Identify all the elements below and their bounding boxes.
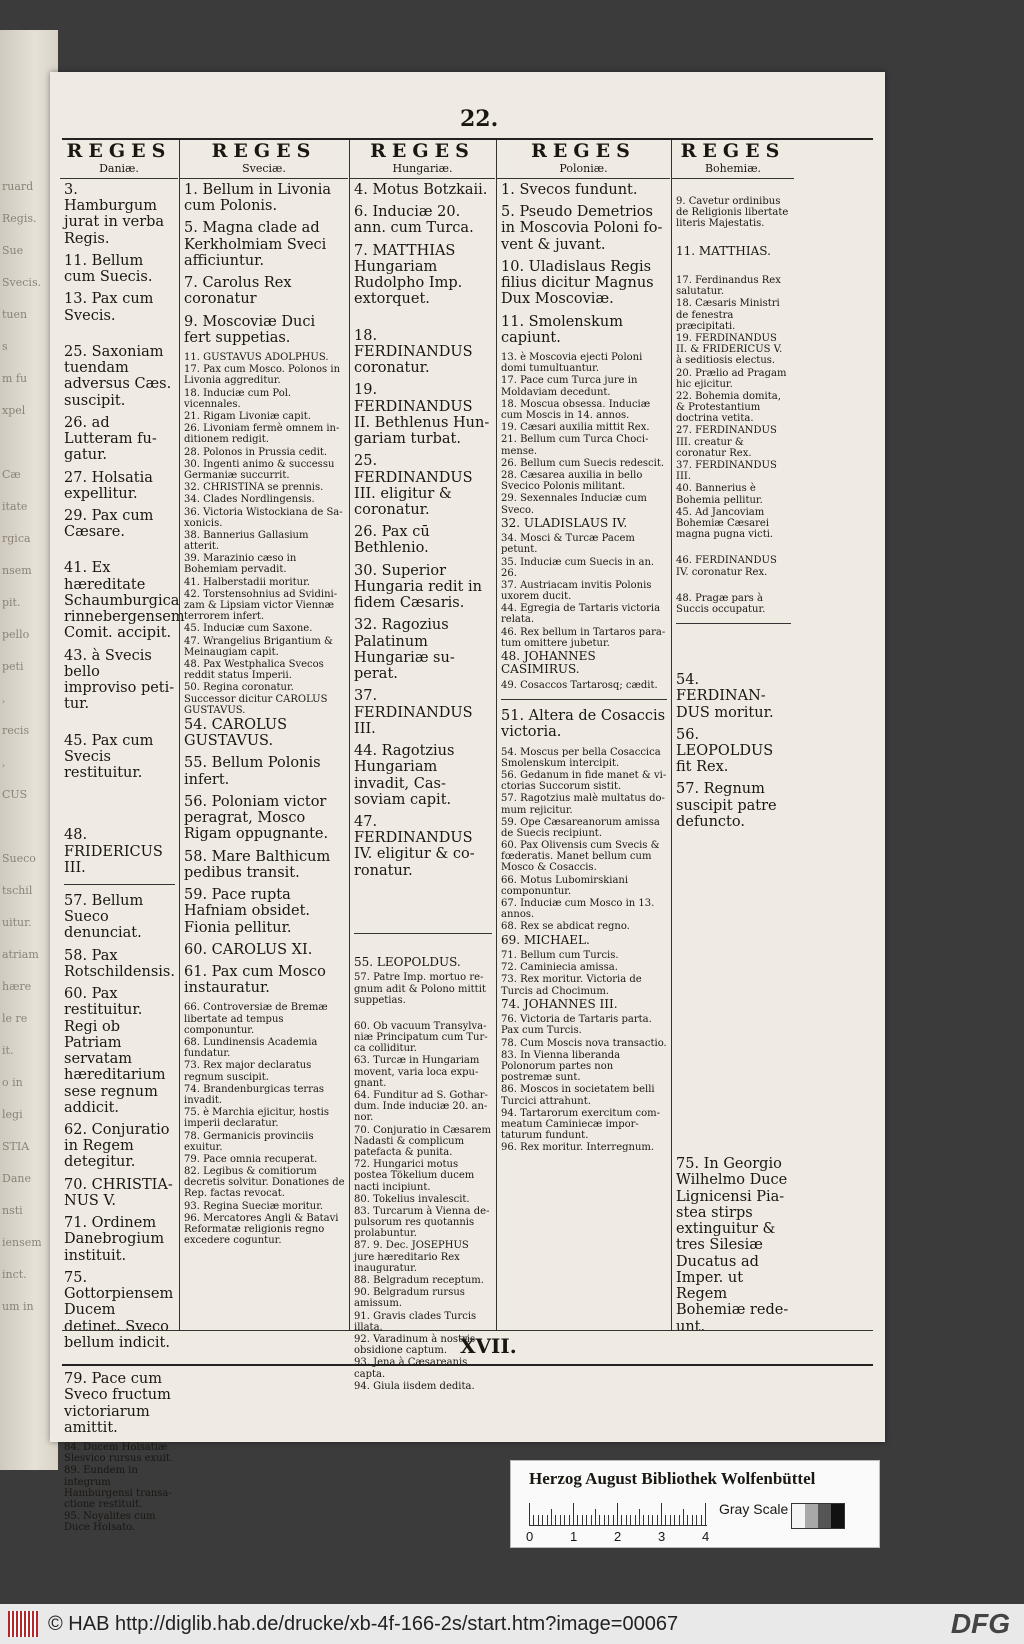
chronicle-entry: 44. Ragotzius Hungariam invadit, Cassoviam capit.	[354, 743, 455, 808]
chronicle-entry: 89. Eundem in integrum Hamburgensi transactione restituit.	[64, 1465, 172, 1510]
chronicle-entry: 13. Pax cum Svecis.	[64, 291, 154, 324]
chronicle-entry: 47. Wrangelius Brigantium & Meinaugiam capit.	[184, 635, 333, 658]
chronicle-entry: 11. Bellum cum Suecis.	[64, 252, 153, 286]
chronicle-entry: 19. Cæsari auxilia mittit Rex.	[501, 422, 650, 434]
scale-tick	[582, 1515, 583, 1525]
chronicle-entry: 1. Bellum in Livonia cum Polonis.	[184, 182, 332, 215]
chronicle-entry: 93. Jena à Cæsareanis capta.	[354, 1357, 468, 1380]
barcode-icon	[8, 1611, 38, 1637]
chronicle-entry: 70. Conjuratio in Cæsarem Nadasti & complicum patefacta & punita.	[354, 1124, 492, 1158]
left-page-fragment: xpel	[2, 404, 26, 417]
chronicle-entry: 66. Motus Lubomirskiani componuntur.	[501, 874, 629, 897]
scale-tick	[665, 1515, 666, 1525]
scale-tick	[613, 1515, 614, 1525]
scale-tick	[595, 1509, 596, 1525]
chronicle-entry: 54. FERDINANDUS moritur.	[676, 672, 774, 721]
column-subtitle: Daniæ.	[99, 162, 139, 175]
left-page-fragment: nsti	[2, 1204, 23, 1217]
left-page-fragment: inct.	[2, 1268, 27, 1281]
scale-number: 1	[570, 1529, 578, 1544]
spacer	[676, 182, 791, 196]
chronicle-entry: 93. Regina Sueciæ moritur.	[184, 1200, 324, 1212]
gray-scale-label: Gray Scale	[719, 1501, 789, 1517]
entry-list	[672, 179, 794, 1335]
column-header	[180, 140, 348, 179]
chronicle-entry: 83. In Vienna liberanda Polonorum partes non postremæ sunt.	[501, 1049, 621, 1084]
chronicle-entry: 57. Ragotzius malè multatus domum rejicitur.	[501, 793, 665, 816]
chronicle-entry: 48. Pragæ pars à Succis occupatur.	[676, 592, 766, 615]
chronicle-entry: 76. Victoria de Tartaris parta. Pax cum Turcis.	[501, 1014, 652, 1037]
left-page-fragment: o in	[2, 1076, 23, 1089]
chronicle-entry: 11. Smolenskum capiunt.	[501, 313, 623, 346]
chronicle-entry: 4. Motus Botzkaii.	[354, 182, 488, 198]
spacer	[676, 836, 791, 996]
library-title: Herzog August Bibliothek Wolfenbüttel	[529, 1469, 816, 1488]
chronicle-entry: 58. Pax Rotschildensis.	[64, 947, 175, 980]
scale-tick	[626, 1515, 627, 1525]
scale-tick	[701, 1515, 702, 1525]
left-page-fragment: m fu	[2, 372, 28, 385]
column-0	[60, 140, 185, 1534]
chronicle-entry: 54. Moscus per bella Cosaccica Smolenskum intercipit.	[501, 746, 661, 769]
chronicle-entry: 17. Ferdinandus Rex salutatur.	[676, 275, 781, 298]
chronicle-entry: 45. Induciæ cum Saxone.	[184, 623, 313, 635]
chronicle-entry: 37. FERDINANDUS III.	[354, 688, 473, 737]
scale-tick	[621, 1515, 622, 1525]
chronicle-entry: 36. Victoria Wistockiana de Saxonicis.	[184, 506, 343, 529]
measure-scale	[526, 1501, 710, 1544]
column-separator	[671, 140, 672, 1330]
column-subtitle: Hungariæ.	[392, 162, 453, 175]
column-3	[497, 140, 670, 1330]
entry-list	[180, 179, 348, 1246]
chronicle-entry: 64. Funditur ad S. Gothardum. Inde induciæ 20. annor.	[354, 1090, 488, 1124]
chronicle-entry: 67. Induciæ cum Mosco in 13. annos.	[501, 898, 655, 921]
chronicle-entry: 57. Regnum suscipit patre defuncto.	[676, 781, 777, 830]
chronicle-entry: 41. Halberstadii moritur.	[184, 576, 310, 588]
chronicle-entry: 71. Bellum cum Turcis.	[501, 950, 619, 962]
chronicle-entry: 50. Regina coronatur. Successor dicitur CAROLUS GUSTAVUS.	[184, 682, 328, 716]
chronicle-entry: 20. Prælio ad Pragam hic ejicitur.	[676, 367, 787, 390]
chronicle-entry: 60. CAROLUS XI.	[184, 941, 313, 958]
chronicle-entry: 27. Holsatia expellitur.	[64, 469, 153, 502]
gray-scale-swatch	[791, 1503, 845, 1529]
chronicle-entry: 10. Uladislaus Regis filius dicitur Magnus Dux Moscoviæ.	[501, 258, 654, 308]
chronicle-entry: 73. Rex major declaratus regnum suscipit.	[184, 1060, 312, 1083]
spacer	[676, 231, 791, 245]
chronicle-entry: 26. ad Lutteram fugatur.	[64, 414, 157, 464]
column-title: REGES	[531, 140, 636, 162]
chronicle-entry: 88. Belgradum receptum.	[354, 1275, 484, 1287]
chronicle-entry: 21. Bellum cum Turca Chocimense.	[501, 434, 649, 457]
chronicle-entry: 25. FERDINANDUS III. eligitur & coronatur.	[354, 453, 473, 518]
column-subtitle: Poloniæ.	[559, 162, 608, 175]
chronicle-entry: 32. Ragozius Palatinum Hungariæ superat.	[354, 617, 455, 683]
chronicle-entry: 46. Rex bellum in Tartaros paratum omittere jubetur.	[501, 626, 666, 649]
left-page-fragment: legi	[2, 1108, 23, 1121]
left-page-fragment: it.	[2, 1044, 14, 1057]
scale-number: 0	[526, 1529, 534, 1544]
scale-tick	[639, 1509, 640, 1525]
chronicle-entry: 73. Rex moritur. Victoria de Turcis ad Chocimum.	[501, 974, 642, 997]
left-page-fragment: recis	[2, 724, 30, 737]
scale-tick	[599, 1515, 600, 1525]
scale-number: 2	[614, 1529, 622, 1544]
chronicle-entry: 30. Ingenti animo & successu Germaniæ succurrit.	[184, 458, 335, 481]
section-divider	[354, 933, 492, 934]
chronicle-entry: 49. Cosaccos Tartarosq; cædit.	[501, 679, 658, 691]
chronicle-entry: 42. Torstensohnius ad Svidinizam & Lipsiam victor Viennæ terrorem infert.	[184, 588, 338, 623]
chronicle-entry: 19. FERDINANDUS II. Bethlenus Hungariam turbat.	[354, 382, 490, 448]
scale-tick	[657, 1515, 658, 1525]
chronicle-entry: 72. Caminiecia amissa.	[501, 962, 618, 974]
chronicle-entry: 70. CHRISTIANUS V.	[64, 1176, 173, 1209]
chronicle-entry: 32. CHRISTINA se prennis.	[184, 482, 324, 494]
chronicle-entry: 35. Induciæ cum Suecis in an. 26.	[501, 556, 655, 579]
scale-tick	[533, 1515, 534, 1525]
scale-tick	[555, 1515, 556, 1525]
left-page-fragment: s	[2, 340, 8, 353]
chronicle-entry: 37. Austriacam invitis Polonis uxorem ducit.	[501, 579, 652, 603]
scale-tick	[608, 1515, 609, 1525]
spacer	[64, 787, 175, 827]
column-header	[60, 140, 178, 179]
left-page-fragment: le re	[2, 1012, 28, 1025]
left-page-fragment: uitur.	[2, 916, 32, 929]
chronicle-entry: 44. Egregia de Tartaris victoria relata.	[501, 603, 661, 626]
chronicle-entry: 87. 9. Dec. JOSEPHUS jure hæreditario Rex inauguratur.	[354, 1240, 469, 1274]
left-page-fragment: ,	[2, 756, 6, 769]
spacer	[64, 330, 175, 344]
chronicle-entry: 92. Varadinum à nostris obsidione captum.	[354, 1333, 476, 1357]
chronicle-entry: 68. Lundinensis Academia fundatur.	[184, 1037, 318, 1060]
chronicle-entry: 59. Pace rupta Hafniam obsidet. Fionia pellitur.	[184, 887, 311, 936]
chronicle-entry: 57. Patre Imp. mortuo regnum adit & Polono mittit suppetias.	[354, 972, 486, 1006]
chronicle-entry: 60. Pax restituitur. Regi ob Patriam servatam hæreditarium sese regnum addicit.	[64, 986, 166, 1116]
chronicle-entry: 82. Legibus & comitiorum decretis solvitur. Donationes de Rep. factas revocat.	[184, 1166, 345, 1200]
chronicle-entry: 28. Cæsarea auxilia in bello Svecico Polonis militant.	[501, 469, 643, 493]
scale-tick	[630, 1515, 631, 1525]
column-header	[350, 140, 495, 179]
dfg-logo: DFG	[950, 1608, 1010, 1639]
column-subtitle: Sveciæ.	[242, 162, 286, 175]
chronicle-entry: 26. Livoniam fermè omnem inditionem redigit.	[184, 423, 340, 446]
left-page-fragment: um in	[2, 1300, 34, 1313]
chronicle-entry: 43. à Svecis bello improviso petitur.	[64, 647, 175, 713]
entry-list	[497, 179, 670, 1153]
chronicle-entry: 3. Hamburgum jurat in verba Regis.	[64, 182, 165, 247]
bottom-rule	[62, 1364, 873, 1366]
section-divider	[64, 884, 175, 885]
left-page-fragment: Sue	[2, 244, 24, 257]
chronicle-entry: 18. FERDINANDUS coronatur.	[354, 327, 473, 377]
chronicle-entry: 72. Hungarici motus postea Tökelium ducem nacti incipiunt.	[354, 1159, 475, 1193]
scale-tick	[692, 1515, 693, 1525]
left-page-fragment: pit.	[2, 596, 21, 609]
chronicle-entry: 94. Tartarorum exercitum commeatum Caminiecæ importaturum fundunt.	[501, 1107, 661, 1142]
scale-tick	[648, 1515, 649, 1525]
scale-tick	[538, 1515, 539, 1525]
chronicle-entry: 17. Pace cum Turca jure in Moldaviam decedunt.	[501, 375, 638, 398]
left-page-fragment: Sueco	[2, 852, 36, 865]
spacer	[354, 885, 492, 925]
chronicle-entry: 38. Bannerius Gallasium atterit.	[184, 529, 309, 553]
spacer	[64, 546, 175, 560]
chronicle-entry: 94. Giula iisdem dedita.	[354, 1380, 475, 1392]
chronicle-entry: 22. Bohemia domita, & Protestantium doctrina vetita.	[676, 390, 781, 425]
chronicle-entry: 60. Ob vacuum Transylvaniæ Principatum cum Turca colliditur.	[354, 1020, 488, 1055]
chronicle-entry: 75. In Georgio Wilhelmo Duce Lignicensi Piastea stirps extinguitur & tres Silesiæ Ducatus ad Imper. ut Regem Bohemiæ redeunt.	[676, 1156, 789, 1335]
column-separator	[349, 140, 350, 1330]
scale-tick	[617, 1503, 618, 1525]
chronicle-entry: 56. Gedanum in fide manet & victorias Succorum sistit.	[501, 769, 667, 793]
chronicle-entry: 30. Superior Hungaria redit in fidem Cæsaris.	[354, 562, 482, 612]
column-title: REGES	[370, 140, 475, 162]
left-page-fragment: Regis.	[2, 212, 37, 225]
scale-tick	[683, 1509, 684, 1525]
spacer	[676, 632, 791, 672]
chronicle-entry: 75. Gottorpiensem Ducem detinet. Sveco bellum indicit.	[64, 1269, 174, 1351]
chronicle-entry: 51. Altera de Cosaccis victoria.	[501, 708, 666, 741]
chronicle-entry: 96. Mercatores Angli & Batavi Reformatæ religionis regno excedere coguntur.	[184, 1212, 339, 1247]
scale-tick	[687, 1515, 688, 1525]
chronicle-entry: 7. MATTHIAS Hungariam Rudolpho Imp. extorquet.	[354, 242, 463, 308]
chronicle-entry: 56. LEOPOLDUS fit Rex.	[676, 726, 774, 776]
column-separator	[496, 140, 497, 1330]
chronicle-entry: 5. Magna clade ad Kerkholmiam Sveci afficiuntur.	[184, 220, 327, 269]
chronicle-entry: 26. Pax cū Bethlenio.	[354, 524, 430, 557]
left-page-fragment: Dane	[2, 1172, 31, 1185]
chronicle-entry: 69. MICHAEL.	[501, 932, 590, 947]
left-page-fragment: ,	[2, 692, 6, 705]
chronicle-entry: 48. FRIDERICUS III.	[64, 827, 163, 876]
column-title: REGES	[211, 140, 317, 162]
scale-tick	[679, 1515, 680, 1525]
scale-tick	[569, 1515, 570, 1525]
footer-rule	[62, 1330, 873, 1331]
scale-number: 4	[702, 1529, 710, 1544]
chronicle-entry: 11. MATTHIAS.	[676, 243, 771, 258]
chronicle-entry: 18. Cæsaris Ministri de fenestra præcipitati.	[676, 298, 780, 332]
chronicle-entry: 62. Conjuratio in Regem detegitur.	[64, 1122, 170, 1171]
page-number: 22.	[460, 106, 499, 132]
chronicle-entry: 45. Pax cum Svecis restituitur.	[64, 732, 154, 782]
chronicle-entry: 41. Ex hæreditate Schaumburgica rinnebergensem Comit. accipit.	[64, 560, 185, 642]
chronicle-entry: 11. GUSTAVUS ADOLPHUS.	[184, 352, 329, 364]
chronicle-entry: 71. Ordinem Danebrogium instituit.	[64, 1215, 165, 1264]
chronicle-entry: 68. Rex se abdicat regno.	[501, 921, 630, 933]
left-page-fragment: STIA	[2, 1140, 30, 1153]
left-page-fragment: rgica	[2, 532, 31, 545]
left-page-fragment: hære	[2, 980, 32, 993]
chronicle-entry: 75. è Marchia ejicitur, hostis imperii declaratur.	[184, 1107, 329, 1130]
left-page-fragment: iensem	[2, 1236, 42, 1249]
spacer	[64, 719, 175, 733]
entry-list	[350, 179, 495, 1392]
left-page-fragment: peti	[2, 660, 24, 673]
chronicle-entry: 54. CAROLUS GUSTAVUS.	[184, 716, 288, 750]
column-title: REGES	[680, 140, 786, 162]
chronicle-entry: 58. Mare Balthicum pedibus transit.	[184, 848, 331, 881]
chronicle-entry: 84. Ducem Holsatiæ Slesvico rursus exuit.	[64, 1442, 174, 1465]
chronicle-entry: 6. Induciæ 20. ann. cum Turca.	[354, 204, 474, 237]
chronicle-entry: 63. Turcæ in Hungariam movent, varia loca expugnant.	[354, 1055, 480, 1089]
scale-number: 3	[658, 1529, 666, 1544]
scale-tick	[604, 1515, 605, 1525]
scale-tick	[564, 1515, 565, 1525]
spacer	[354, 1007, 492, 1021]
scale-tick	[705, 1503, 706, 1525]
left-page-fragment: CUS	[2, 788, 28, 801]
scale-tick	[670, 1515, 671, 1525]
column-subtitle: Bohemiæ.	[704, 162, 762, 175]
chronicle-entry: 26. Bellum cum Suecis redescit.	[501, 457, 665, 469]
footer-bar	[0, 1604, 1024, 1644]
chronicle-entry: 74. JOHANNES III.	[501, 996, 618, 1011]
chronicle-entry: 25. Saxoniam tuendam adversus Cæs. suscipit.	[64, 343, 172, 409]
chronicle-entry: 9. Moscoviæ Duci fert suppetias.	[184, 313, 316, 346]
column-4	[672, 140, 794, 1335]
scale-tick	[547, 1515, 548, 1525]
chronicle-entry: 17. Pax cum Mosco. Polonos in Livonia aggreditur.	[184, 364, 341, 387]
chronicle-entry: 48. Pax Westphalica Svecos reddit status Imperii.	[184, 658, 324, 682]
chronicle-entry: 78. Cum Moscis nova transactio.	[501, 1037, 667, 1049]
scale-tick	[674, 1515, 675, 1525]
chronicle-entry: 21. Rigam Livoniæ capit.	[184, 411, 311, 423]
column-separator	[179, 140, 180, 1330]
credit-link[interactable]: © HAB http://diglib.hab.de/drucke/xb-4f-166-2s/start.htm?image=00067	[48, 1612, 679, 1635]
chronicle-entry: 57. Bellum Sueco denunciat.	[64, 892, 144, 942]
spacer	[676, 261, 791, 275]
left-page-fragment: tuen	[2, 308, 28, 321]
left-page-fragment: pello	[2, 628, 30, 641]
chronicle-entry: 18. Moscua obsessa. Induciæ cum Moscis in 14. annos.	[501, 398, 651, 422]
chronicle-entry: 78. Germanicis provinciis exuitur.	[184, 1130, 314, 1153]
left-page-fragment: Svecis.	[2, 276, 42, 289]
chronicle-entry: 18. Induciæ cum Pol. vicennales.	[184, 387, 292, 410]
scale-tick	[643, 1515, 644, 1525]
scale-tick	[529, 1503, 530, 1525]
chronicle-entry: 47. FERDINANDUS IV. eligitur & coronatur.	[354, 813, 475, 879]
chronicle-entry: 61. Pax cum Mosco instauratur.	[184, 963, 326, 997]
chronicle-entry: 13. è Moscovia ejecti Poloni domi tumultuantur.	[501, 352, 643, 375]
spacer	[676, 541, 791, 555]
scale-tick	[577, 1515, 578, 1525]
left-page-fragment: itate	[2, 500, 28, 513]
chronicle-entry: 96. Rex moritur. Interregnum.	[501, 1142, 655, 1154]
scale-tick	[652, 1515, 653, 1525]
library-card	[510, 1460, 880, 1548]
chronicle-entry: 27. FERDINANDUS III. creatur & coronatur Rex.	[676, 425, 777, 459]
bottom-numeral: XVII.	[460, 1334, 517, 1358]
left-page-fragment: atriam	[2, 948, 39, 961]
chronicle-entry: 74. Brandenburgicas terras invadit.	[184, 1083, 325, 1106]
scale-tick	[560, 1515, 561, 1525]
chronicle-entry: 39. Marazinio cæso in Bohemiam pervadit.	[184, 553, 297, 576]
spacer	[676, 996, 791, 1156]
column-1	[180, 140, 348, 1330]
chronicle-entry: 66. Controversiæ de Bremæ libertate ad tempus componuntur.	[184, 1002, 328, 1036]
chronicle-entry: 55. LEOPOLDUS.	[354, 954, 461, 969]
section-divider	[676, 623, 791, 624]
chronicle-entry: 28. Polonos in Prussia cedit.	[184, 446, 328, 458]
chronicle-entry: 56. Poloniam victor peragrat, Mosco Rigam oppugnante.	[184, 793, 329, 843]
chronicle-entry: 7. Carolus Rex coronatur	[184, 275, 292, 308]
chronicle-entry: 79. Pace cum Sveco fructum victoriarum amittit.	[64, 1371, 171, 1436]
chronicle-entry: 34. Mosci & Turcæ Pacem petunt.	[501, 533, 635, 556]
spacer	[676, 579, 791, 593]
spacer	[354, 942, 492, 956]
chronicle-entry: 60. Pax Olivensis cum Svecis & fœderatis. Manet bellum cum Mosco & Cosaccis.	[501, 840, 660, 874]
left-page-fragment: ruard	[2, 180, 34, 193]
chronicle-entry: 79. Pace omnia recuperat.	[184, 1153, 318, 1165]
chronicle-entry: 86. Moscos in societatem belli Turcici attrahunt.	[501, 1084, 655, 1107]
scale-tick	[586, 1515, 587, 1525]
column-title: REGES	[66, 140, 172, 162]
scale-tick	[696, 1515, 697, 1525]
scale-tick	[591, 1515, 592, 1525]
chronicle-entry: 83. Turcarum à Vienna depulsorum res quotannis prolabuntur.	[354, 1205, 490, 1240]
chronicle-entry: 80. Tokelius invalescit.	[354, 1193, 470, 1205]
chronicle-entry: 37. FERDINANDUS III.	[676, 460, 777, 483]
column-header	[497, 140, 670, 179]
chronicle-entry: 46. FERDINANDUS IV. coronatur Rex.	[676, 555, 777, 578]
spacer	[354, 314, 492, 328]
left-page-fragment: Cæ	[2, 468, 21, 481]
chronicle-entry: 29. Sexennales Induciæ cum Sveco.	[501, 493, 647, 516]
chronicle-entry: 91. Gravis clades Turcis illata.	[354, 1310, 477, 1333]
section-divider	[501, 699, 667, 700]
chronicle-entry: 45. Ad Jancoviam Bohemiæ Cæsarei magna pugna victi.	[676, 506, 774, 541]
chronicle-entry: 5. Pseudo Demetrios in Moscovia Poloni fovent & juvant.	[501, 204, 663, 253]
scale-tick	[542, 1515, 543, 1525]
left-page-fragment: nsem	[2, 564, 32, 577]
scale-tick	[661, 1503, 662, 1525]
column-header	[672, 140, 794, 179]
scale-tick	[635, 1515, 636, 1525]
chronicle-entry: 19. FERDINANDUS II. & FRIDERICUS V. à seditiosis electus.	[676, 332, 783, 367]
scale-tick	[573, 1503, 574, 1525]
chronicle-entry: 40. Bannerius è Bohemia pellitur.	[676, 483, 763, 506]
left-page-fragment: tschil	[2, 884, 33, 897]
chronicle-entry: 29. Pax cum Cæsare.	[64, 507, 154, 541]
chronicle-entry: 59. Ope Cæsareanorum amissa de Suecis recipiunt.	[501, 816, 660, 839]
chronicle-entry: 1. Svecos fundunt.	[501, 182, 638, 198]
chronicle-entry: 55. Bellum Polonis infert.	[184, 755, 321, 788]
chronicle-entry: 90. Belgradum rursus amissum.	[354, 1287, 465, 1310]
chronicle-entry: 95. Noyalites cum Duce Holsato.	[64, 1511, 156, 1534]
chronicle-entry: 32. ULADISLAUS IV.	[501, 515, 628, 530]
chronicle-entry: 9. Cavetur ordinibus de Religionis libertate literis Majestatis.	[676, 196, 789, 230]
chronicle-entry: 34. Clades Nordlingensis.	[184, 494, 315, 506]
scale-tick	[551, 1509, 552, 1525]
chronicle-entry: 48. JOHANNES CASIMIRUS.	[501, 649, 596, 677]
